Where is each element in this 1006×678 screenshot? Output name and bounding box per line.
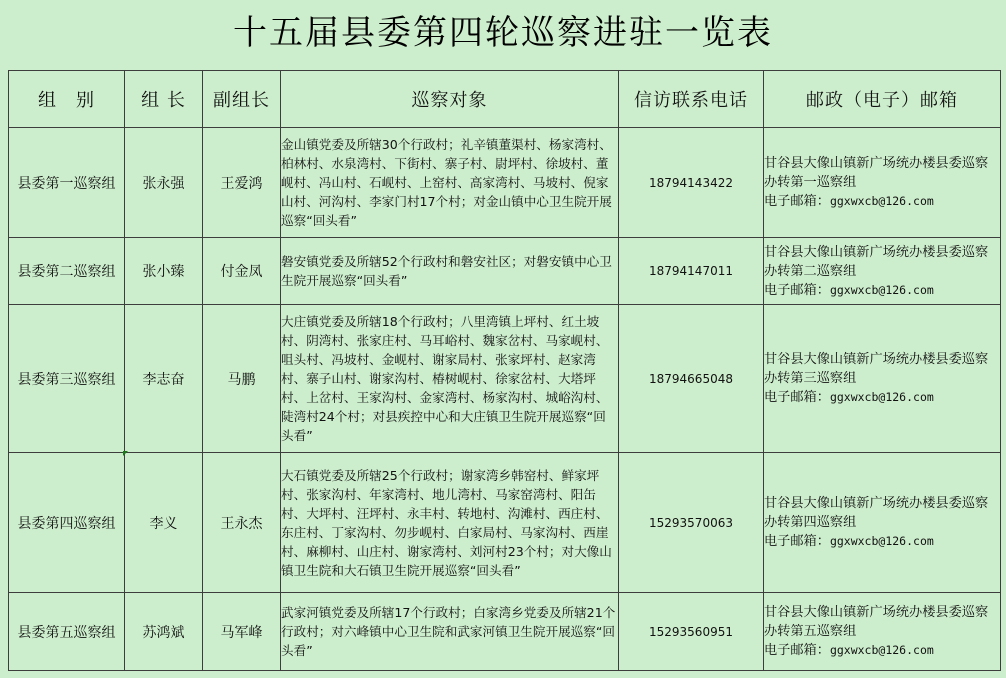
- page-title: 十五届县委第四轮巡察进驻一览表: [233, 13, 773, 53]
- table-row: [9, 128, 1001, 238]
- cell-targets: 金山镇党委及所辖30个行政村；礼辛镇董渠村、杨家湾村、柏林村、水泉湾村、下街村、寨子村、尉坪村、徐坡村、董岘村、冯山村、石岘村、上窑村、高家湾村、马坡村、倪家山村、河沟村、李家门村17个村；对金山镇中心卫生院开展巡察“回头看”: [281, 128, 619, 238]
- cell-targets: 武家河镇党委及所辖17个行政村；白家湾乡党委及所辖21个行政村；对六峰镇中心卫生院和武家河镇卫生院开展巡察“回头看”: [281, 593, 619, 671]
- cell-phone: 15293560951: [619, 593, 764, 671]
- header-targets: 巡察对象: [281, 71, 619, 128]
- cell-mail: [764, 128, 1001, 238]
- cell-group: 县委第三巡察组: [9, 305, 125, 453]
- cell-deputy: 王爱鸿: [203, 128, 281, 238]
- email-address: ggxwxcb@126.com: [829, 534, 934, 548]
- cell-deputy: 王永杰: [203, 453, 281, 593]
- email-address: ggxwxcb@126.com: [829, 390, 934, 404]
- cell-mail: [764, 305, 1001, 453]
- table-row: [9, 305, 1001, 453]
- email-line: [764, 281, 1000, 300]
- cell-comment-marker: [123, 451, 128, 456]
- mail-address: 甘谷县大像山镇新广场统办楼县委巡察办转第三巡察组: [764, 352, 989, 386]
- header-phone: 信访联系电话: [619, 71, 764, 128]
- mail-address: 甘谷县大像山镇新广场统办楼县委巡察办转第四巡察组: [764, 496, 989, 530]
- mail-address: 甘谷县大像山镇新广场统办楼县委巡察办转第一巡察组: [764, 156, 989, 190]
- header-mail: 邮政（电子）邮箱: [764, 71, 1001, 128]
- email-address: ggxwxcb@126.com: [829, 643, 934, 657]
- table-row: [9, 238, 1001, 305]
- cell-leader: 李义: [125, 453, 203, 593]
- cell-targets: 大石镇党委及所辖25个行政村；谢家湾乡韩窑村、鲜家坪村、张家沟村、年家湾村、地儿湾村、马家窑湾村、阳缶村、大坪村、汪坪村、永丰村、转地村、沟滩村、西庄村、东庄村、丁家沟村、勿步岘村、白家局村、马家沟村、西崖村、麻柳村、山庄村、谢家湾村、刘河村23个村；对大像山镇卫生院和大石镇卫生院开展巡察“回头看”: [281, 453, 619, 593]
- cell-group: 县委第二巡察组: [9, 238, 125, 305]
- email-line: [764, 532, 1000, 551]
- cell-deputy: 马鹏: [203, 305, 281, 453]
- cell-phone: 15293570063: [619, 453, 764, 593]
- mail-address: 甘谷县大像山镇新广场统办楼县委巡察办转第五巡察组: [764, 605, 989, 639]
- cell-group: 县委第四巡察组: [9, 453, 125, 593]
- cell-phone: 18794665048: [619, 305, 764, 453]
- table-row: [9, 593, 1001, 671]
- header-group: 组 别: [9, 71, 125, 128]
- email-label: 电子邮箱：: [764, 643, 830, 658]
- email-line: [764, 192, 1000, 211]
- cell-leader: 张小臻: [125, 238, 203, 305]
- cell-phone: 18794143422: [619, 128, 764, 238]
- header-row: [9, 71, 1001, 128]
- inspection-table: [8, 70, 1001, 671]
- cell-mail: [764, 238, 1001, 305]
- email-address: ggxwxcb@126.com: [829, 194, 934, 208]
- cell-leader: 李志奋: [125, 305, 203, 453]
- email-label: 电子邮箱：: [764, 534, 830, 549]
- cell-targets: 磐安镇党委及所辖52个行政村和磐安社区；对磐安镇中心卫生院开展巡察“回头看”: [281, 238, 619, 305]
- email-label: 电子邮箱：: [764, 390, 830, 405]
- cell-mail: [764, 453, 1001, 593]
- cell-group: 县委第一巡察组: [9, 128, 125, 238]
- email-line: [764, 388, 1000, 407]
- cell-deputy: 马军峰: [203, 593, 281, 671]
- cell-mail: [764, 593, 1001, 671]
- header-deputy: 副组长: [203, 71, 281, 128]
- cell-leader: 张永强: [125, 128, 203, 238]
- cell-leader: 苏鸿斌: [125, 593, 203, 671]
- email-line: [764, 641, 1000, 660]
- email-address: ggxwxcb@126.com: [829, 282, 934, 297]
- cell-phone: 18794147011: [619, 238, 764, 305]
- mail-address: 甘谷县大像山镇新广场统办楼县委巡察办转第二巡察组: [764, 244, 989, 279]
- cell-group: 县委第五巡察组: [9, 593, 125, 671]
- email-label: 电子邮箱：: [764, 194, 830, 209]
- table-row: [9, 453, 1001, 593]
- header-leader: 组 长: [125, 71, 203, 128]
- email-label: 电子邮箱：: [764, 282, 830, 298]
- cell-deputy: 付金凤: [203, 238, 281, 305]
- cell-targets: 大庄镇党委及所辖18个行政村；八里湾镇上坪村、红土坡村、阴湾村、张家庄村、马耳峪村、魏家岔村、马家岘村、咀头村、冯坡村、金岘村、谢家局村、张家坪村、赵家湾村、寨子山村、谢家沟村、椿树岘村、徐家岔村、大塔坪村、上岔村、王家沟村、金家湾村、杨家沟村、城峪沟村、陡湾村24个村；对县疾控中心和大庄镇卫生院开展巡察“回头看”: [281, 305, 619, 453]
